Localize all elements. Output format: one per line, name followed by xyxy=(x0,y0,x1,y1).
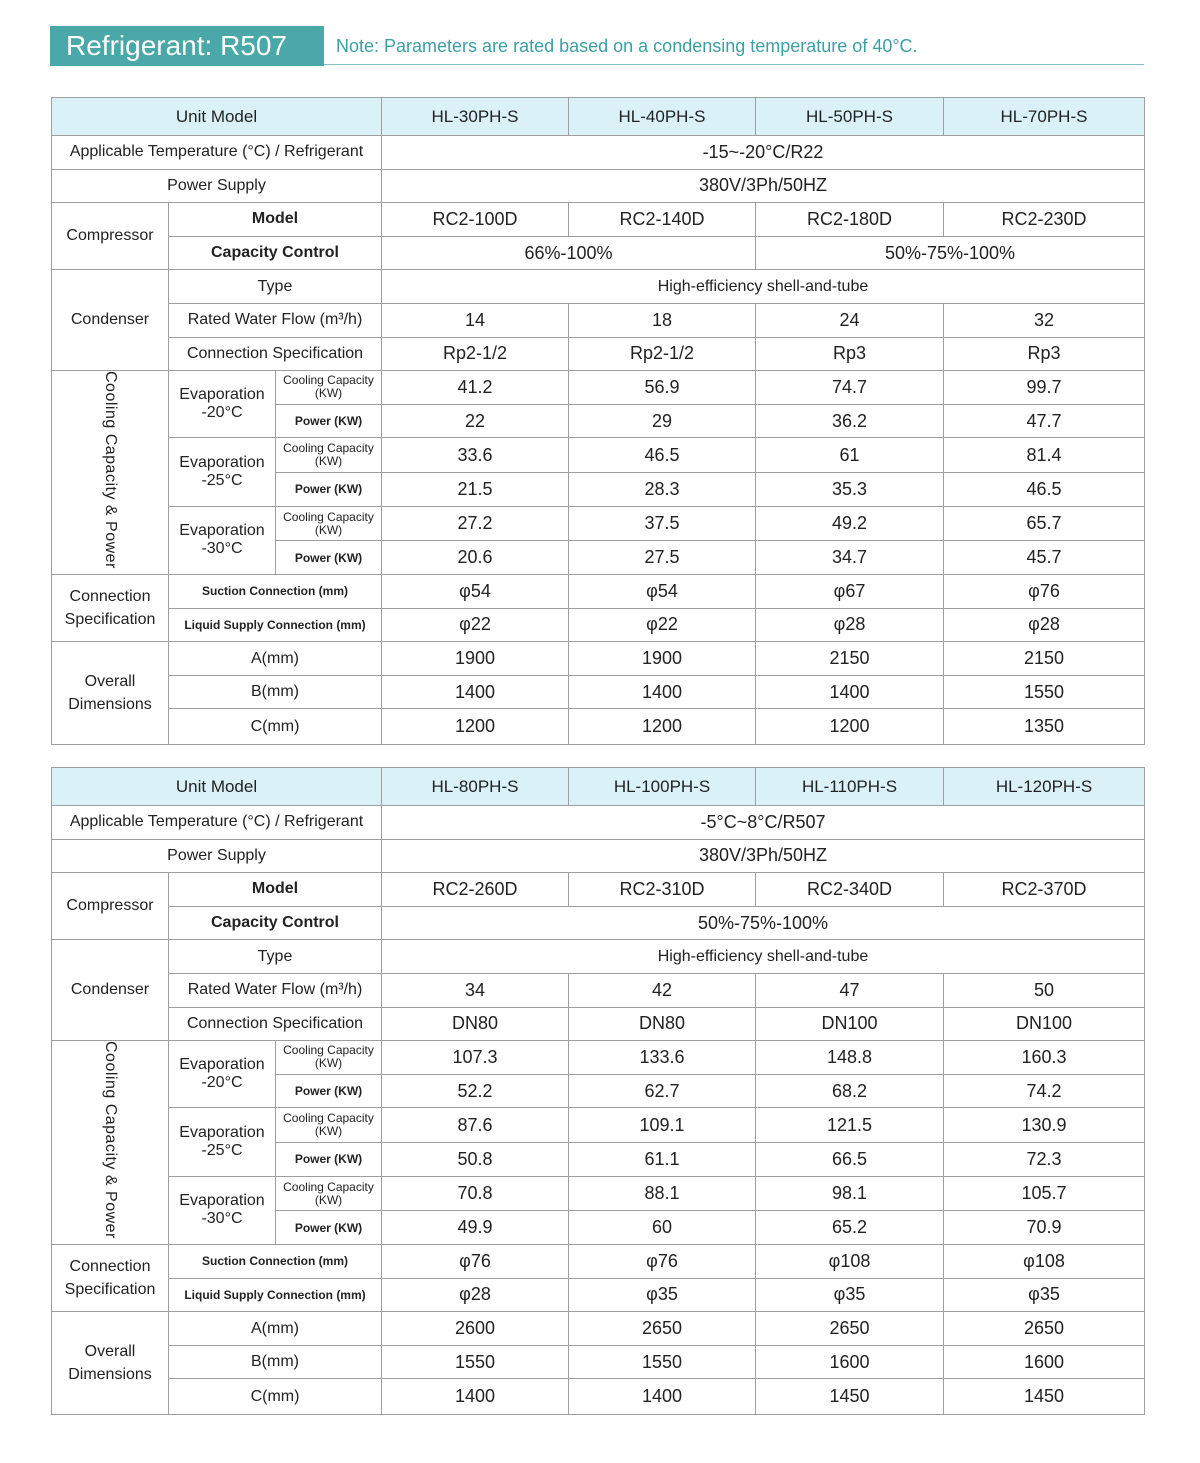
condenser-type-label: Type xyxy=(169,270,382,304)
evaporation-25-label-line1: Evaporation xyxy=(179,1124,265,1142)
power-supply-label: Power Supply xyxy=(52,169,382,203)
cooling-capacity-unit-label-line1: Cooling Capacity xyxy=(283,1179,374,1194)
dim-c-value: 1450 xyxy=(756,1379,944,1415)
dim-a-value: 2600 xyxy=(382,1312,569,1346)
cooling-capacity-20-value: 148.8 xyxy=(756,1041,944,1075)
cooling-capacity-20-value: 41.2 xyxy=(382,371,569,405)
capacity-control-label: Capacity Control xyxy=(169,236,382,270)
cooling-capacity-25-value: 61 xyxy=(756,438,944,473)
cooling-capacity-unit-label-line1: Cooling Capacity xyxy=(283,1043,374,1058)
spec-table-1 xyxy=(51,97,1145,745)
condenser-connection-value: DN80 xyxy=(382,1007,569,1041)
power-unit-label: Power (KW) xyxy=(276,1143,382,1177)
connection-spec-label xyxy=(52,1245,169,1312)
liquid-connection-label: Liquid Supply Connection (mm) xyxy=(169,1278,382,1312)
cooling-capacity-20-value: 99.7 xyxy=(944,371,1145,405)
model-name-header: HL-120PH-S xyxy=(944,768,1145,806)
dim-b-label: B(mm) xyxy=(169,1345,382,1379)
power-20-value: 52.2 xyxy=(382,1074,569,1108)
dim-c-value: 1200 xyxy=(569,709,756,745)
dim-c-value: 1350 xyxy=(944,709,1145,745)
power-25-value: 35.3 xyxy=(756,473,944,507)
capacity-control-value: 50%-75%-100% xyxy=(382,906,1145,940)
dim-b-value: 1550 xyxy=(569,1345,756,1379)
cooling-capacity-unit-label-line2: (KW) xyxy=(314,386,343,401)
cooling-capacity-30-value: 98.1 xyxy=(756,1176,944,1211)
condenser-connection-value: Rp2-1/2 xyxy=(382,337,569,371)
cooling-capacity-unit-label-line1: Cooling Capacity xyxy=(283,509,374,524)
cooling-capacity-unit-label-line2: (KW) xyxy=(314,1124,343,1139)
evaporation-20-label xyxy=(169,371,276,438)
compressor-label: Compressor xyxy=(52,873,169,940)
connection-spec-label-line2: Specification xyxy=(64,1281,156,1299)
power-30-value: 27.5 xyxy=(569,541,756,575)
dim-a-label: A(mm) xyxy=(169,642,382,676)
applicable-temp-label: Applicable Temperature (°C) / Refrigerant xyxy=(52,806,382,840)
connection-spec-label-line2: Specification xyxy=(64,611,156,629)
cooling-capacity-30-value: 37.5 xyxy=(569,506,756,541)
cooling-capacity-unit-label xyxy=(276,1108,382,1143)
condenser-connection-value: Rp3 xyxy=(756,337,944,371)
capacity-control-value: 50%-75%-100% xyxy=(756,236,1145,270)
liquid-connection-value: φ28 xyxy=(756,608,944,642)
compressor-model-value: RC2-100D xyxy=(382,203,569,237)
cooling-capacity-20-value: 133.6 xyxy=(569,1041,756,1075)
overall-dimensions-label xyxy=(52,1312,169,1415)
cooling-capacity-20-value: 107.3 xyxy=(382,1041,569,1075)
condenser-connection-label: Connection Specification xyxy=(169,337,382,371)
power-supply-value: 380V/3Ph/50HZ xyxy=(382,839,1145,873)
dim-b-label: B(mm) xyxy=(169,675,382,709)
condenser-type-label: Type xyxy=(169,940,382,974)
water-flow-value: 50 xyxy=(944,973,1145,1007)
condenser-type-value: High-efficiency shell-and-tube xyxy=(382,270,1145,304)
dim-a-value: 2150 xyxy=(944,642,1145,676)
power-30-value: 60 xyxy=(569,1211,756,1245)
power-20-value: 22 xyxy=(382,404,569,438)
connection-spec-label xyxy=(52,575,169,642)
model-name-header: HL-50PH-S xyxy=(756,98,944,136)
connection-spec-label-line1: Connection xyxy=(69,588,151,606)
power-20-value: 36.2 xyxy=(756,404,944,438)
capacity-control-label: Capacity Control xyxy=(169,906,382,940)
cooling-capacity-30-value: 88.1 xyxy=(569,1176,756,1211)
dim-b-value: 1600 xyxy=(756,1345,944,1379)
power-30-value: 45.7 xyxy=(944,541,1145,575)
overall-dimensions-label-line1: Overall xyxy=(84,1343,136,1361)
applicable-temp-value: -15~-20°C/R22 xyxy=(382,136,1145,170)
evaporation-30-label-line1: Evaporation xyxy=(179,1192,265,1210)
cooling-capacity-25-value: 121.5 xyxy=(756,1108,944,1143)
evaporation-30-label-line2: -30°C xyxy=(201,1210,243,1228)
condenser-connection-value: DN80 xyxy=(569,1007,756,1041)
compressor-model-value: RC2-260D xyxy=(382,873,569,907)
suction-connection-value: φ76 xyxy=(382,1245,569,1279)
condenser-label: Condenser xyxy=(52,940,169,1041)
rating-note: Note: Parameters are rated based on a condensing temperature of 40°C. xyxy=(336,36,918,56)
evaporation-30-label xyxy=(169,506,276,574)
cooling-capacity-unit-label-line2: (KW) xyxy=(314,1056,343,1071)
cooling-capacity-25-value: 81.4 xyxy=(944,438,1145,473)
cooling-capacity-power-text: Cooling Capacity & Power xyxy=(102,1041,119,1240)
cooling-capacity-unit-label xyxy=(276,1041,382,1075)
cooling-capacity-unit-label xyxy=(276,506,382,541)
power-20-value: 74.2 xyxy=(944,1074,1145,1108)
power-unit-label: Power (KW) xyxy=(276,1074,382,1108)
liquid-connection-value: φ28 xyxy=(382,1278,569,1312)
dim-b-value: 1400 xyxy=(382,675,569,709)
power-25-value: 72.3 xyxy=(944,1143,1145,1177)
cooling-capacity-unit-label-line1: Cooling Capacity xyxy=(283,373,374,388)
cooling-capacity-20-value: 74.7 xyxy=(756,371,944,405)
water-flow-value: 34 xyxy=(382,973,569,1007)
dim-b-value: 1550 xyxy=(944,675,1145,709)
model-name-header: HL-70PH-S xyxy=(944,98,1145,136)
overall-dimensions-label xyxy=(52,642,169,745)
evaporation-20-label-line1: Evaporation xyxy=(179,386,265,404)
model-name-header: HL-110PH-S xyxy=(756,768,944,806)
power-30-value: 49.9 xyxy=(382,1211,569,1245)
evaporation-25-label-line2: -25°C xyxy=(201,472,243,490)
compressor-model-value: RC2-140D xyxy=(569,203,756,237)
evaporation-20-label-line2: -20°C xyxy=(201,1074,243,1092)
suction-connection-value: φ54 xyxy=(382,575,569,609)
suction-connection-label: Suction Connection (mm) xyxy=(169,1245,382,1279)
suction-connection-value: φ108 xyxy=(944,1245,1145,1279)
cooling-capacity-25-value: 33.6 xyxy=(382,438,569,473)
compressor-model-value: RC2-340D xyxy=(756,873,944,907)
cooling-capacity-25-value: 109.1 xyxy=(569,1108,756,1143)
power-25-value: 61.1 xyxy=(569,1143,756,1177)
dim-c-value: 1450 xyxy=(944,1379,1145,1415)
power-20-value: 62.7 xyxy=(569,1074,756,1108)
suction-connection-value: φ67 xyxy=(756,575,944,609)
dim-b-value: 1550 xyxy=(382,1345,569,1379)
model-name-header: HL-30PH-S xyxy=(382,98,569,136)
dim-c-value: 1400 xyxy=(382,1379,569,1415)
power-unit-label: Power (KW) xyxy=(276,1211,382,1245)
condenser-connection-value: Rp2-1/2 xyxy=(569,337,756,371)
power-unit-label: Power (KW) xyxy=(276,404,382,438)
evaporation-20-label xyxy=(169,1041,276,1108)
power-25-value: 46.5 xyxy=(944,473,1145,507)
model-name-header: HL-40PH-S xyxy=(569,98,756,136)
liquid-connection-value: φ28 xyxy=(944,608,1145,642)
water-flow-value: 14 xyxy=(382,303,569,337)
dim-c-value: 1200 xyxy=(756,709,944,745)
compressor-label: Compressor xyxy=(52,203,169,270)
compressor-model-value: RC2-310D xyxy=(569,873,756,907)
suction-connection-value: φ54 xyxy=(569,575,756,609)
cooling-capacity-unit-label-line2: (KW) xyxy=(314,1192,343,1207)
power-supply-value: 380V/3Ph/50HZ xyxy=(382,169,1145,203)
cooling-capacity-unit-label xyxy=(276,371,382,405)
compressor-model-value: RC2-370D xyxy=(944,873,1145,907)
cooling-capacity-30-value: 27.2 xyxy=(382,506,569,541)
suction-connection-label: Suction Connection (mm) xyxy=(169,575,382,609)
dim-b-value: 1400 xyxy=(756,675,944,709)
evaporation-20-label-line1: Evaporation xyxy=(179,1056,265,1074)
overall-dimensions-label-line1: Overall xyxy=(84,673,136,691)
water-flow-value: 18 xyxy=(569,303,756,337)
dim-c-label: C(mm) xyxy=(169,1379,382,1415)
unit-model-label: Unit Model xyxy=(52,768,382,806)
power-supply-label: Power Supply xyxy=(52,839,382,873)
condenser-type-value: High-efficiency shell-and-tube xyxy=(382,940,1145,974)
cooling-capacity-power-label xyxy=(52,371,169,575)
condenser-connection-value: DN100 xyxy=(944,1007,1145,1041)
cooling-capacity-30-value: 105.7 xyxy=(944,1176,1145,1211)
condenser-label: Condenser xyxy=(52,270,169,371)
power-20-value: 47.7 xyxy=(944,404,1145,438)
power-unit-label: Power (KW) xyxy=(276,473,382,507)
cooling-capacity-25-value: 87.6 xyxy=(382,1108,569,1143)
cooling-capacity-20-value: 160.3 xyxy=(944,1041,1145,1075)
cooling-capacity-power-label xyxy=(52,1041,169,1245)
cooling-capacity-unit-label xyxy=(276,1176,382,1211)
evaporation-30-label xyxy=(169,1176,276,1244)
condenser-connection-value: DN100 xyxy=(756,1007,944,1041)
liquid-connection-label: Liquid Supply Connection (mm) xyxy=(169,608,382,642)
power-30-value: 34.7 xyxy=(756,541,944,575)
model-name-header: HL-80PH-S xyxy=(382,768,569,806)
page-header xyxy=(50,26,1144,68)
suction-connection-value: φ108 xyxy=(756,1245,944,1279)
liquid-connection-value: φ35 xyxy=(569,1278,756,1312)
dim-b-value: 1400 xyxy=(569,675,756,709)
overall-dimensions-label-line2: Dimensions xyxy=(68,696,152,714)
evaporation-30-label-line2: -30°C xyxy=(201,540,243,558)
cooling-capacity-unit-label xyxy=(276,438,382,473)
water-flow-value: 32 xyxy=(944,303,1145,337)
liquid-connection-value: φ22 xyxy=(569,608,756,642)
compressor-model-label: Model xyxy=(169,203,382,237)
power-25-value: 21.5 xyxy=(382,473,569,507)
cooling-capacity-unit-label-line1: Cooling Capacity xyxy=(283,441,374,456)
evaporation-25-label xyxy=(169,438,276,506)
compressor-model-value: RC2-230D xyxy=(944,203,1145,237)
dim-a-value: 1900 xyxy=(569,642,756,676)
cooling-capacity-unit-label-line1: Cooling Capacity xyxy=(283,1111,374,1126)
cooling-capacity-20-value: 56.9 xyxy=(569,371,756,405)
condenser-connection-value: Rp3 xyxy=(944,337,1145,371)
evaporation-25-label-line1: Evaporation xyxy=(179,454,265,472)
cooling-capacity-unit-label-line2: (KW) xyxy=(314,522,343,537)
water-flow-value: 24 xyxy=(756,303,944,337)
dim-c-label: C(mm) xyxy=(169,709,382,745)
dim-a-value: 2150 xyxy=(756,642,944,676)
power-30-value: 65.2 xyxy=(756,1211,944,1245)
power-25-value: 28.3 xyxy=(569,473,756,507)
connection-spec-label-line1: Connection xyxy=(69,1258,151,1276)
evaporation-30-label-line1: Evaporation xyxy=(179,522,265,540)
evaporation-25-label xyxy=(169,1108,276,1176)
liquid-connection-value: φ35 xyxy=(944,1278,1145,1312)
power-25-value: 66.5 xyxy=(756,1143,944,1177)
applicable-temp-value: -5°C~8°C/R507 xyxy=(382,806,1145,840)
water-flow-label: Rated Water Flow (m³/h) xyxy=(169,973,382,1007)
liquid-connection-value: φ35 xyxy=(756,1278,944,1312)
liquid-connection-value: φ22 xyxy=(382,608,569,642)
water-flow-label: Rated Water Flow (m³/h) xyxy=(169,303,382,337)
cooling-capacity-30-value: 65.7 xyxy=(944,506,1145,541)
cooling-capacity-unit-label-line2: (KW) xyxy=(314,454,343,469)
dim-b-value: 1600 xyxy=(944,1345,1145,1379)
power-20-value: 68.2 xyxy=(756,1074,944,1108)
suction-connection-value: φ76 xyxy=(569,1245,756,1279)
capacity-control-value: 66%-100% xyxy=(382,236,756,270)
model-name-header: HL-100PH-S xyxy=(569,768,756,806)
dim-a-label: A(mm) xyxy=(169,1312,382,1346)
power-30-value: 70.9 xyxy=(944,1211,1145,1245)
dim-a-value: 2650 xyxy=(569,1312,756,1346)
dim-a-value: 2650 xyxy=(944,1312,1145,1346)
cooling-capacity-power-text: Cooling Capacity & Power xyxy=(102,371,119,570)
condenser-connection-label: Connection Specification xyxy=(169,1007,382,1041)
compressor-model-value: RC2-180D xyxy=(756,203,944,237)
unit-model-label: Unit Model xyxy=(52,98,382,136)
power-30-value: 20.6 xyxy=(382,541,569,575)
cooling-capacity-30-value: 70.8 xyxy=(382,1176,569,1211)
power-25-value: 50.8 xyxy=(382,1143,569,1177)
applicable-temp-label: Applicable Temperature (°C) / Refrigerant xyxy=(52,136,382,170)
water-flow-value: 42 xyxy=(569,973,756,1007)
refrigerant-title: Refrigerant: R507 xyxy=(50,26,324,66)
cooling-capacity-25-value: 130.9 xyxy=(944,1108,1145,1143)
power-unit-label: Power (KW) xyxy=(276,541,382,575)
water-flow-value: 47 xyxy=(756,973,944,1007)
dim-a-value: 1900 xyxy=(382,642,569,676)
dim-c-value: 1200 xyxy=(382,709,569,745)
evaporation-25-label-line2: -25°C xyxy=(201,1142,243,1160)
compressor-model-label: Model xyxy=(169,873,382,907)
dim-a-value: 2650 xyxy=(756,1312,944,1346)
cooling-capacity-30-value: 49.2 xyxy=(756,506,944,541)
overall-dimensions-label-line2: Dimensions xyxy=(68,1366,152,1384)
spec-table-2 xyxy=(51,767,1145,1415)
header-divider xyxy=(324,64,1144,65)
dim-c-value: 1400 xyxy=(569,1379,756,1415)
suction-connection-value: φ76 xyxy=(944,575,1145,609)
cooling-capacity-25-value: 46.5 xyxy=(569,438,756,473)
evaporation-20-label-line2: -20°C xyxy=(201,404,243,422)
power-20-value: 29 xyxy=(569,404,756,438)
